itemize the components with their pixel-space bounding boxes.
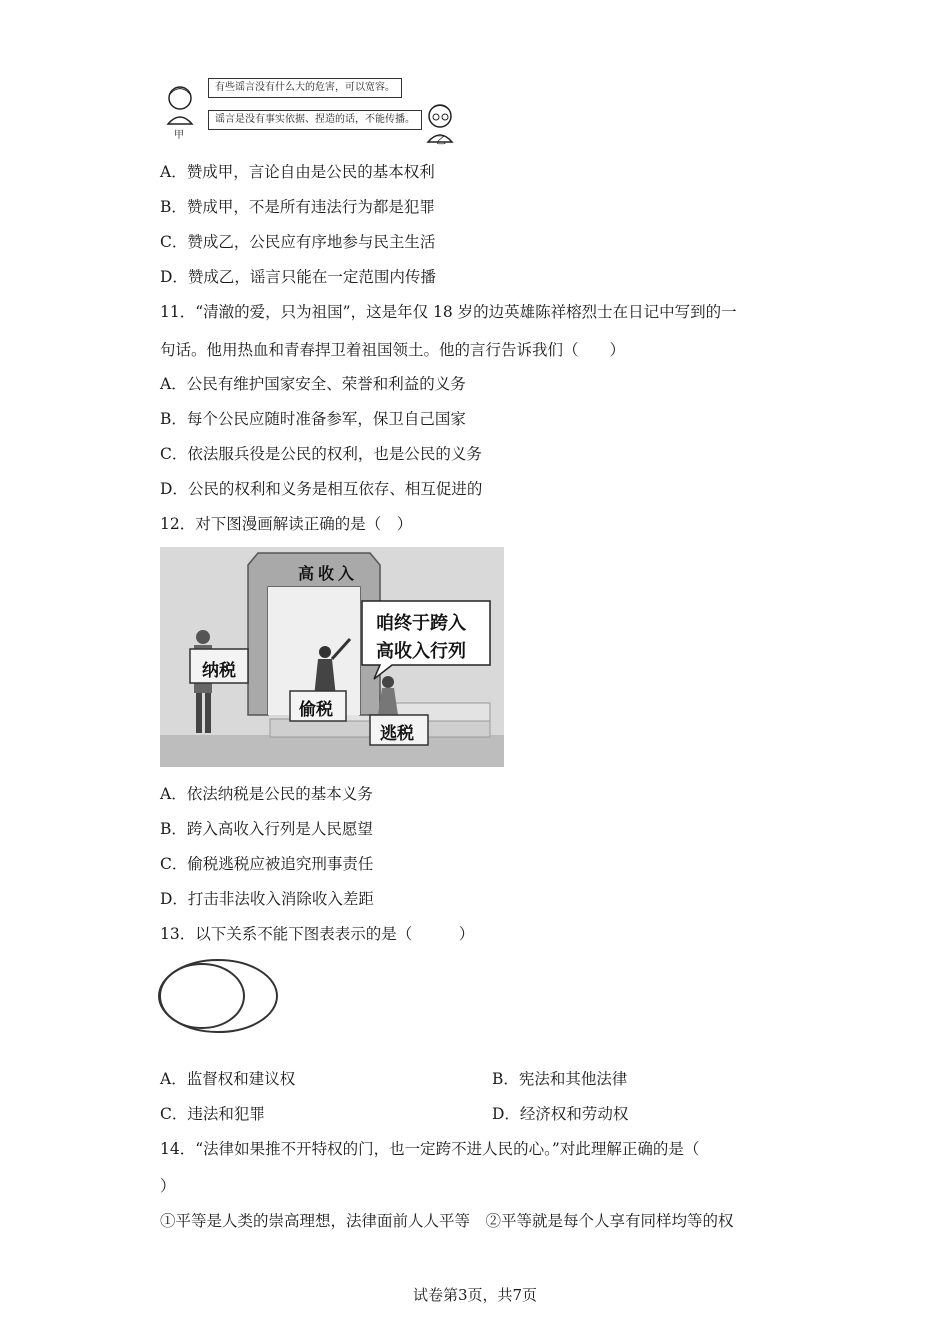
q13-stem: 13．以下关系不能下图表表示的是（ ） — [160, 925, 475, 943]
q11-option-c: C．依法服兵役是公民的权利，也是公民的义务 — [160, 445, 482, 463]
q12-stem: 12．对下图漫画解读正确的是（ ） — [160, 515, 413, 533]
label-jia: 甲 — [174, 130, 184, 141]
q10-option-b: B．赞成甲，不是所有违法行为都是犯罪 — [160, 198, 435, 216]
q14-statements-line: ①平等是人类的崇高理想，法律面前人人平等 ②平等就是每个人享有同样均等的权 — [160, 1212, 734, 1230]
q12-option-d: D．打击非法收入消除收入差距 — [160, 890, 374, 908]
label-yi: 乙 — [436, 136, 446, 147]
q10-option-c: C．赞成乙，公民应有序地参与民主生活 — [160, 233, 436, 251]
q11-option-a: A．公民有维护国家安全、荣誉和利益的义务 — [160, 375, 466, 393]
q13-option-d: D．经济权和劳动权 — [492, 1105, 629, 1123]
q13-option-a: A．监督权和建议权 — [160, 1070, 296, 1088]
speech-line2: 高收入行列 — [376, 641, 466, 662]
speech-bubble-yi: 谣言是没有事实依据、捏造的话，不能传播。 — [208, 110, 422, 130]
speech-line1: 咱终于跨入 — [376, 613, 466, 634]
gate-label: 高收入 — [298, 564, 359, 583]
speech-bubble-jia: 有些谣言没有什么大的危害，可以宽容。 — [208, 78, 402, 98]
tax-cartoon — [160, 547, 504, 767]
q10-option-a: A．赞成甲，言论自由是公民的基本权利 — [160, 163, 435, 181]
sign-steal-tax: 偷税 — [299, 700, 333, 720]
q13-option-c: C．违法和犯罪 — [160, 1105, 265, 1123]
rumor-cartoon — [160, 76, 460, 146]
q10-option-d: D．赞成乙，谣言只能在一定范围内传播 — [160, 268, 436, 286]
q11-stem-line1: 11．“清澈的爱，只为祖国”，这是年仅 18 岁的边英雄陈祥榕烈士在日记中写到的一 — [160, 303, 737, 321]
q12-option-b: B．跨入高收入行列是人民愿望 — [160, 820, 373, 838]
q11-option-b: B．每个公民应随时准备参军，保卫自己国家 — [160, 410, 466, 428]
q13-option-b: B．宪法和其他法律 — [492, 1070, 628, 1088]
sign-evade-tax: 逃税 — [380, 724, 414, 744]
q11-stem-line2: 句话。他用热血和青春捍卫着祖国领土。他的言行告诉我们（ ） — [160, 341, 626, 359]
q11-option-d: D．公民的权利和义务是相互依存、相互促进的 — [160, 480, 483, 498]
venn-diagram — [158, 958, 282, 1034]
sign-tax: 纳税 — [202, 661, 236, 681]
q14-stem-line2: ） — [160, 1177, 176, 1195]
q12-option-a: A．依法纳税是公民的基本义务 — [160, 785, 373, 803]
q14-stem-line1: 14．“法律如果推不开特权的门，也一定跨不进人民的心。”对此理解正确的是（ — [160, 1140, 700, 1158]
page-footer: 试卷第3页，共7页 — [412, 1286, 538, 1304]
q12-option-c: C．偷税逃税应被追究刑事责任 — [160, 855, 374, 873]
